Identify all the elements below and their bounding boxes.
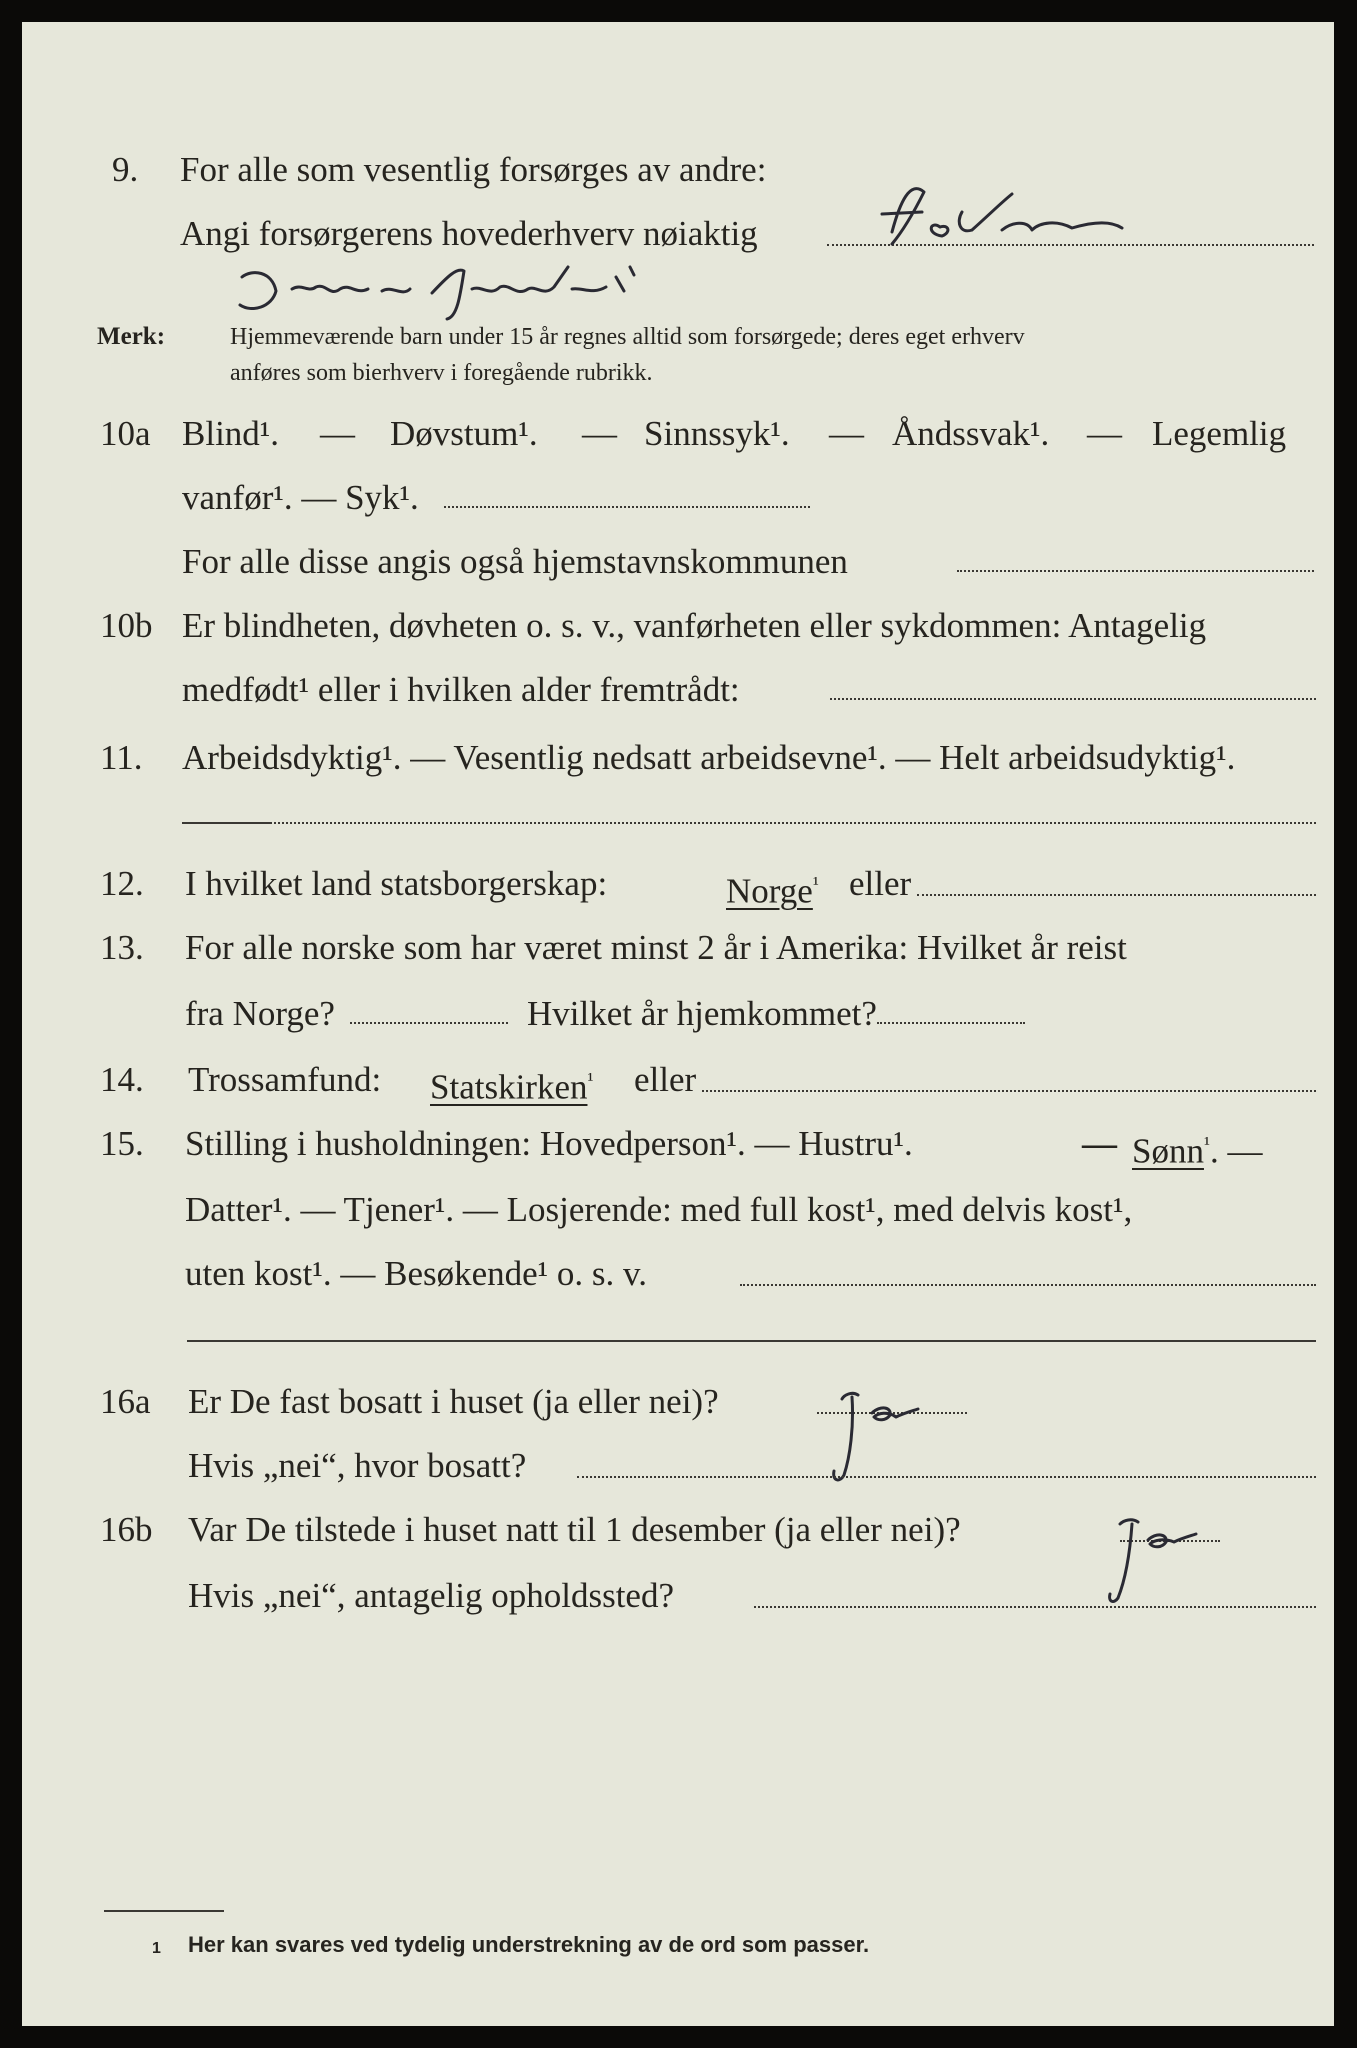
q15-choice-sonn-text: Sønn bbox=[1132, 1131, 1204, 1171]
q10b-number: 10b bbox=[100, 606, 153, 645]
q12-suffix: eller bbox=[849, 864, 912, 903]
q13-reist-answer-line[interactable] bbox=[350, 1022, 508, 1024]
q16a-handwritten-answer bbox=[812, 1377, 952, 1497]
q12-choice-norge[interactable] bbox=[726, 864, 819, 912]
q9-line1: For alle som vesentlig forsørges av andre: bbox=[180, 150, 767, 189]
q15-answer-line-2[interactable] bbox=[187, 1340, 1316, 1342]
q12-prefix: I hvilket land statsborgerskap: bbox=[185, 864, 608, 903]
q15-line1-prefix: Stilling i husholdningen: Hovedperson¹. — Hustru¹. bbox=[185, 1124, 913, 1163]
merk-line2: anføres som bierhverv i foregående rubrikk. bbox=[230, 360, 653, 386]
q15-number: 15. bbox=[100, 1124, 144, 1163]
merk-line1: Hjemmeværende barn under 15 år regnes alltid som forsørgede; deres eget erhverv bbox=[230, 324, 1025, 350]
q16b-line2: Hvis „nei“, antagelig opholdssted? bbox=[188, 1576, 674, 1615]
q10a-line3: For alle disse angis også hjemstavnskommunen bbox=[182, 542, 848, 581]
q13-line2a: fra Norge? bbox=[185, 994, 335, 1033]
q15-line1-dash: — bbox=[1082, 1124, 1117, 1163]
q15-choice-sonn-sup: ¹ bbox=[1203, 1133, 1210, 1155]
q16b-line1: Var De tilstede i huset natt til 1 desember (ja eller nei)? bbox=[188, 1510, 961, 1549]
merk-label: Merk: bbox=[97, 323, 166, 350]
q14-choice-statskirken-text: Statskirken bbox=[430, 1067, 588, 1107]
q10a-line2: vanfør¹. — Syk¹. bbox=[182, 478, 419, 517]
q11-number: 11. bbox=[100, 738, 143, 777]
q10a-dash-2: — bbox=[582, 414, 617, 453]
q12-number: 12. bbox=[100, 864, 144, 903]
q10a-dash-3: — bbox=[829, 414, 864, 453]
q15-line2: Datter¹. — Tjener¹. — Losjerende: med full kost¹, med delvis kost¹, bbox=[185, 1190, 1133, 1229]
q15-line1-suffix: . — bbox=[1209, 1131, 1263, 1171]
q14-suffix: eller bbox=[634, 1060, 697, 1099]
q13-hjemkommet-answer-line[interactable] bbox=[877, 1022, 1025, 1024]
q10a-option-sinnssyk[interactable]: Sinnssyk¹. bbox=[644, 414, 790, 453]
q12-choice-norge-text: Norge bbox=[726, 871, 813, 911]
q15-choice-sonn[interactable] bbox=[1132, 1124, 1262, 1172]
q14-choice-statskirken[interactable] bbox=[430, 1060, 593, 1108]
q16a-bosatt-answer-line[interactable] bbox=[577, 1476, 1316, 1478]
q15-line3: uten kost¹. — Besøkende¹ o. s. v. bbox=[185, 1254, 648, 1293]
q9-handwritten-answer-1 bbox=[852, 172, 1182, 252]
q15-answer-line[interactable] bbox=[740, 1284, 1316, 1286]
q16b-number: 16b bbox=[100, 1510, 153, 1549]
q9-number: 9. bbox=[112, 150, 139, 189]
q10a-option-dovstum[interactable]: Døvstum¹. bbox=[390, 414, 538, 453]
q10b-line1: Er blindheten, døvheten o. s. v., vanførheten eller sykdommen: Antagelig bbox=[182, 606, 1207, 645]
q11-answer-line-solid bbox=[182, 822, 270, 824]
q10a-option-andssvak[interactable]: Åndssvak¹. bbox=[892, 414, 1050, 453]
q16a-line2: Hvis „nei“, hvor bosatt? bbox=[188, 1446, 527, 1485]
q11-line1: Arbeidsdyktig¹. — Vesentlig nedsatt arbeidsevne¹. — Helt arbeidsudyktig¹. bbox=[182, 738, 1236, 777]
q13-line2b: Hvilket år hjemkommet? bbox=[527, 994, 877, 1033]
q10a-option-legemlig[interactable]: Legemlig bbox=[1152, 414, 1287, 453]
q9-handwritten-answer-2 bbox=[232, 257, 652, 327]
q14-choice-statskirken-sup: ¹ bbox=[587, 1069, 594, 1091]
q10a-dash-1: — bbox=[320, 414, 355, 453]
q10a-number: 10a bbox=[100, 414, 151, 453]
q10b-answer-line[interactable] bbox=[830, 698, 1316, 700]
q10a-option-blind[interactable]: Blind¹. bbox=[182, 414, 280, 453]
footnote-mark: 1 bbox=[152, 1940, 161, 1957]
q9-line2: Angi forsørgerens hovederhverv nøiaktig bbox=[180, 214, 758, 253]
q14-answer-line[interactable] bbox=[702, 1090, 1316, 1092]
q10b-line2: medfødt¹ eller i hvilken alder fremtrådt: bbox=[182, 670, 740, 709]
q11-answer-line[interactable] bbox=[270, 822, 1316, 824]
q16b-opholdssted-answer-line[interactable] bbox=[754, 1606, 1316, 1608]
q10a-dash-4: — bbox=[1087, 414, 1122, 453]
q14-number: 14. bbox=[100, 1060, 144, 1099]
footnote-separator bbox=[104, 1910, 224, 1912]
q16a-line1: Er De fast bosatt i huset (ja eller nei)? bbox=[188, 1382, 719, 1421]
q12-answer-line[interactable] bbox=[917, 894, 1316, 896]
q13-line1: For alle norske som har været minst 2 år i Amerika: Hvilket år reist bbox=[185, 928, 1127, 967]
q10a-syk-answer-line[interactable] bbox=[444, 506, 810, 508]
q16b-handwritten-answer bbox=[1082, 1502, 1222, 1622]
footnote-text: Her kan svares ved tydelig understrekning av de ord som passer. bbox=[188, 1932, 870, 1957]
q16a-number: 16a bbox=[100, 1382, 151, 1421]
q10a-hjemstavn-answer-line[interactable] bbox=[957, 570, 1314, 572]
q12-choice-norge-sup: ¹ bbox=[812, 873, 819, 895]
census-form-page bbox=[22, 22, 1334, 2026]
q13-number: 13. bbox=[100, 928, 144, 967]
q14-prefix: Trossamfund: bbox=[188, 1060, 382, 1099]
